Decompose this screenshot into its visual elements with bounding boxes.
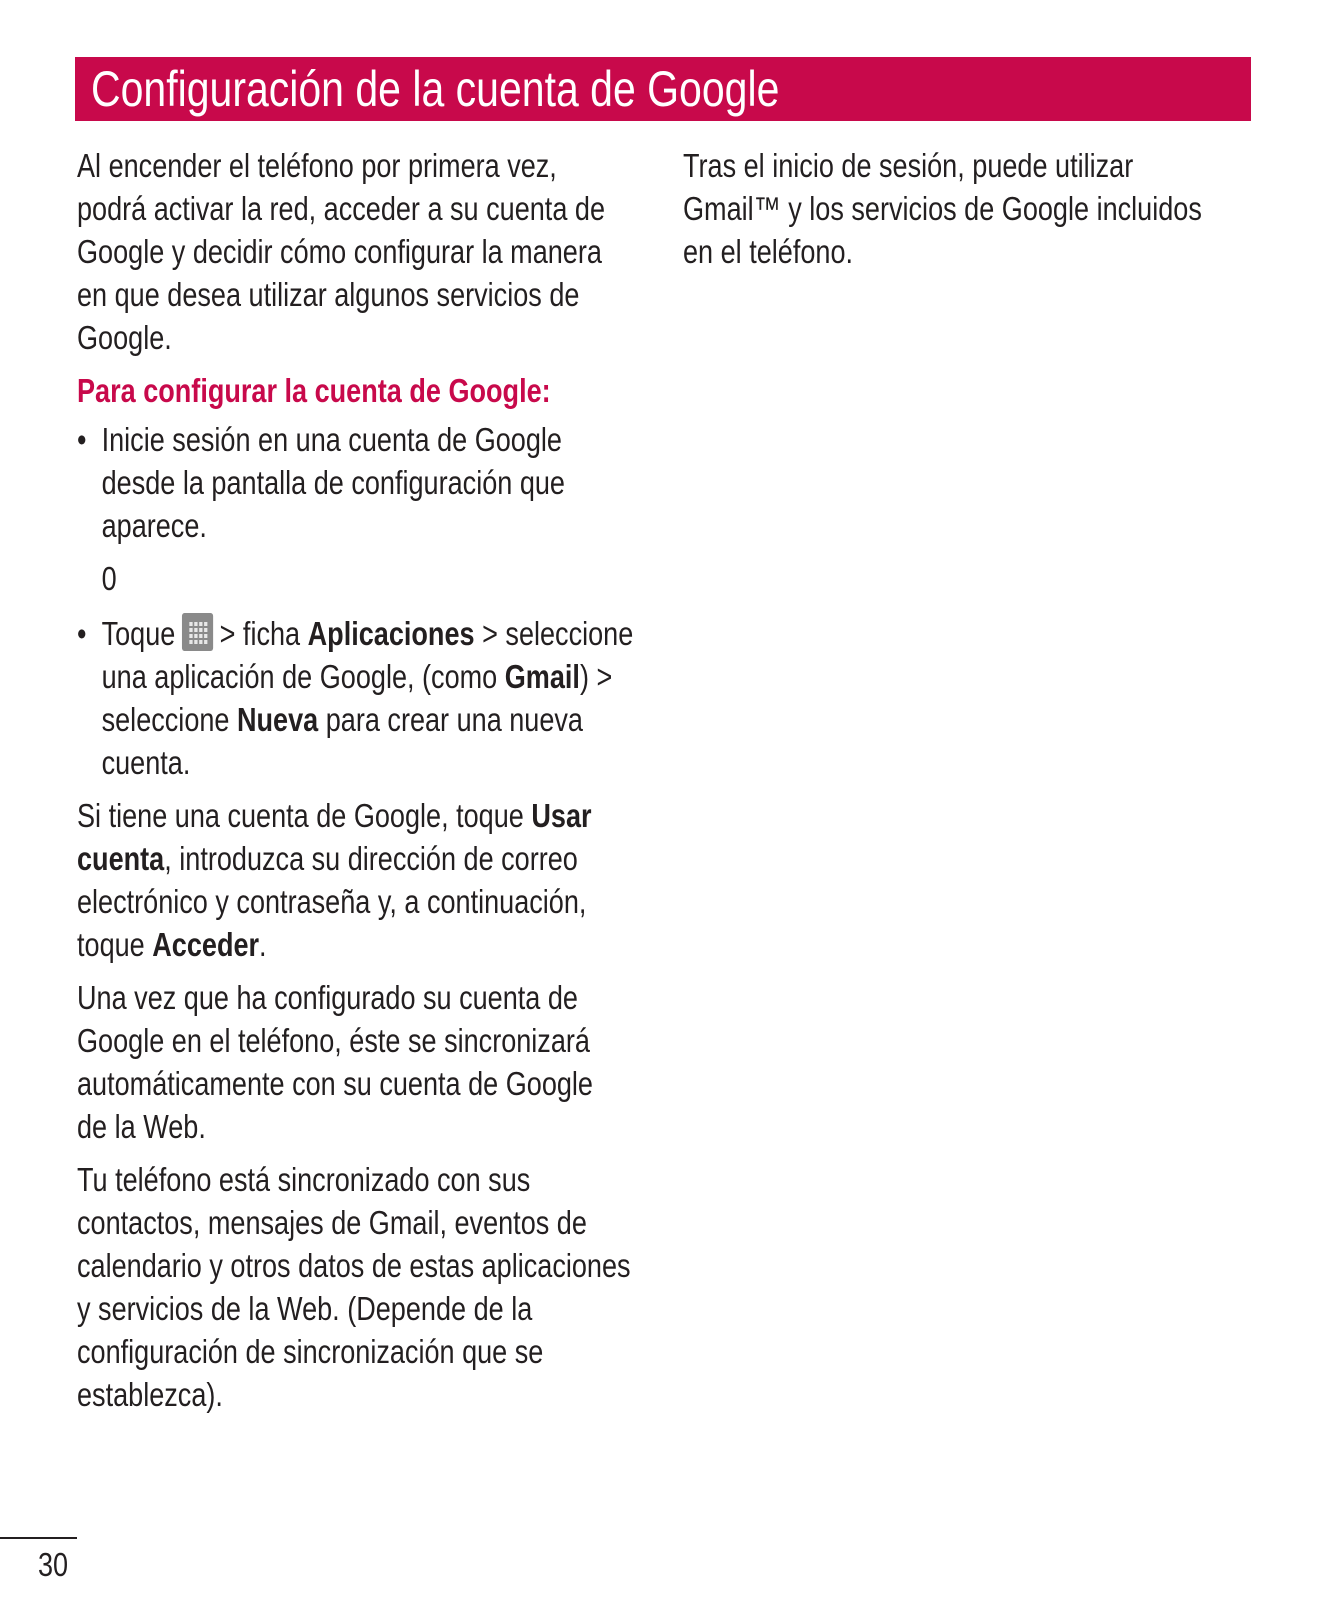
page-title: Configuración de la cuenta de Google bbox=[91, 61, 780, 117]
bullet2-text-4: seleccione una aplicación de Google, (como bbox=[101, 615, 634, 695]
intro-paragraph: Al encender el teléfono por primera vez, podrá activar la red, acceder a su cuenta de Google y decidir cómo configurar la manera en que desea utilizar algunos servicios de Google. bbox=[77, 147, 605, 356]
account-text-2: , introduzca su dirección de correo electrónico y contraseña y, a continuación, toque bbox=[77, 840, 587, 963]
bullet-dot: • bbox=[77, 421, 87, 458]
bullet2-text-3: > bbox=[482, 615, 498, 652]
sync-paragraph: Una vez que ha configurado su cuenta de Google en el teléfono, éste se sincronizará automáticamente con su cuenta de Google de la Web. bbox=[77, 979, 593, 1145]
bold-nueva: Nueva bbox=[236, 701, 319, 738]
section-title-bar bbox=[75, 57, 1251, 121]
apps-grid-icon bbox=[182, 613, 213, 651]
left-column bbox=[77, 144, 737, 1426]
stray-zero: 0 bbox=[101, 560, 117, 597]
bullet2-text-6: para crear una nueva cuenta. bbox=[101, 701, 583, 781]
bold-gmail: Gmail bbox=[504, 658, 580, 695]
bullet2-text-5: ) > seleccione bbox=[101, 658, 613, 738]
after-login-paragraph: Tras el inicio de sesión, puede utilizar Gmail™ y los servicios de Google incluidos en el teléfono. bbox=[683, 147, 1202, 270]
page-number-rule bbox=[0, 1537, 77, 1539]
bullet-sign-in-text: Inicie sesión en una cuenta de Google desde la pantalla de configuración que aparece. bbox=[101, 421, 565, 544]
account-paragraph bbox=[77, 794, 622, 966]
page-number: 30 bbox=[38, 1546, 69, 1583]
bullet-touch-apps bbox=[77, 612, 635, 784]
account-text-1: Si tiene una cuenta de Google, toque bbox=[77, 797, 524, 834]
account-text-3: . bbox=[259, 926, 267, 963]
bullet-dot: • bbox=[77, 615, 87, 652]
phone-sync-paragraph: Tu teléfono está sincronizado con sus contactos, mensajes de Gmail, eventos de calendario y otros datos de estas aplicaciones y servicios de la Web. (Depende de la configuración de sincronización que se establezca). bbox=[77, 1161, 631, 1413]
bold-acceder: Acceder bbox=[152, 926, 260, 963]
bullet-sign-in bbox=[77, 418, 610, 547]
right-column bbox=[683, 144, 1334, 283]
setup-subheading: Para configurar la cuenta de Google: bbox=[77, 372, 551, 409]
bold-usar-cuenta: Usar cuenta bbox=[77, 797, 592, 877]
bullet2-text-2: > ficha bbox=[219, 615, 301, 652]
bullet2-text-1: Toque bbox=[101, 615, 176, 652]
bold-aplicaciones: Aplicaciones bbox=[307, 615, 475, 652]
